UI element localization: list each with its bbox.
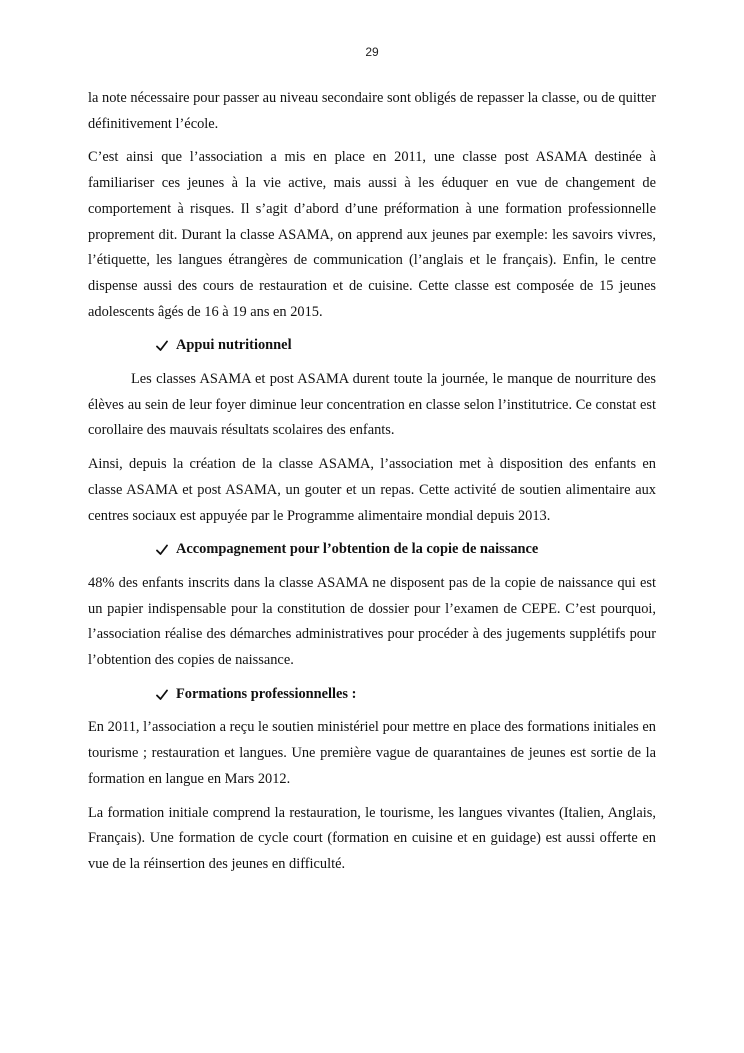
check-mark-icon [156, 340, 168, 352]
check-mark-icon [156, 544, 168, 556]
heading-birth-certificate [88, 537, 656, 563]
paragraph-nutrition-support: Ainsi, depuis la création de la classe ASAMA, l’association met à disposition des enfants en classe ASAMA et post ASAMA, un gouter et un repas. Cette activité de soutien alimentaire aux centres sociaux est appuyée par le Programme alimentaire mondial depuis 2013. [88, 456, 656, 524]
heading-label: Formations professionnelles : [176, 685, 357, 702]
paragraph-birth-certificate: 48% des enfants inscrits dans la classe ASAMA ne disposent pas de la copie de naissance qui est un papier indispensable pour la constitution de dossier pour l’examen de CEPE. C’est pourquoi, l’association réalise des démarches administratives pour procéder à des jugements supplétifs pour l’obtention des copies de naissance. [88, 574, 656, 669]
heading-appui-nutritionnel [88, 333, 656, 359]
heading-label: Appui nutritionnel [176, 337, 292, 354]
paragraph-continuation: la note nécessaire pour passer au niveau secondaire sont obligés de repasser la classe, ou de quitter définitivement l’école. [88, 90, 656, 132]
paragraph-nutrition-context: Les classes ASAMA et post ASAMA durent toute la journée, le manque de nourriture des élèves au sein de leur foyer diminue leur concentration en classe selon l’institutrice. Ce constat est corollaire des mauvais résultats scolaires des enfants. [88, 371, 656, 439]
document-body [88, 86, 656, 886]
paragraph-post-asama-class: C’est ainsi que l’association a mis en place en 2011, une classe post ASAMA destinée à familiariser ces jeunes à la vie active, mais aussi à les éduquer en vue de changement de comportement à risques. Il s’agit d’abord d’une préformation à une formation professionnelle proprement dit. Durant la classe ASAMA, on apprend aux jeunes par exemple: les savoirs vivres, l’étiquette, les langues étrangères de communication (l’anglais et le français). Enfin, le centre dispense aussi des cours de restauration et de cuisine. Cette classe est composée de 15 jeunes adolescents âgés de 16 à 19 ans en 2015. [88, 149, 656, 320]
check-mark-icon [156, 689, 168, 701]
paragraph-initial-training: La formation initiale comprend la restauration, le tourisme, les langues vivantes (Italien, Anglais, Français). Une formation de cycle court (formation en cuisine et en guidage) est aussi offerte en vue de la réinsertion des jeunes en difficulté. [88, 804, 656, 872]
paragraph-training-2011: En 2011, l’association a reçu le soutien ministériel pour mettre en place des formations initiales en tourisme ; restauration et langues. Une première vague de quarantaines de jeunes est sortie de la formation en langue en Mars 2012. [88, 719, 656, 787]
heading-professional-training [88, 682, 656, 708]
page-number: 29 [365, 45, 379, 59]
heading-label: Accompagnement pour l’obtention de la copie de naissance [176, 541, 539, 558]
